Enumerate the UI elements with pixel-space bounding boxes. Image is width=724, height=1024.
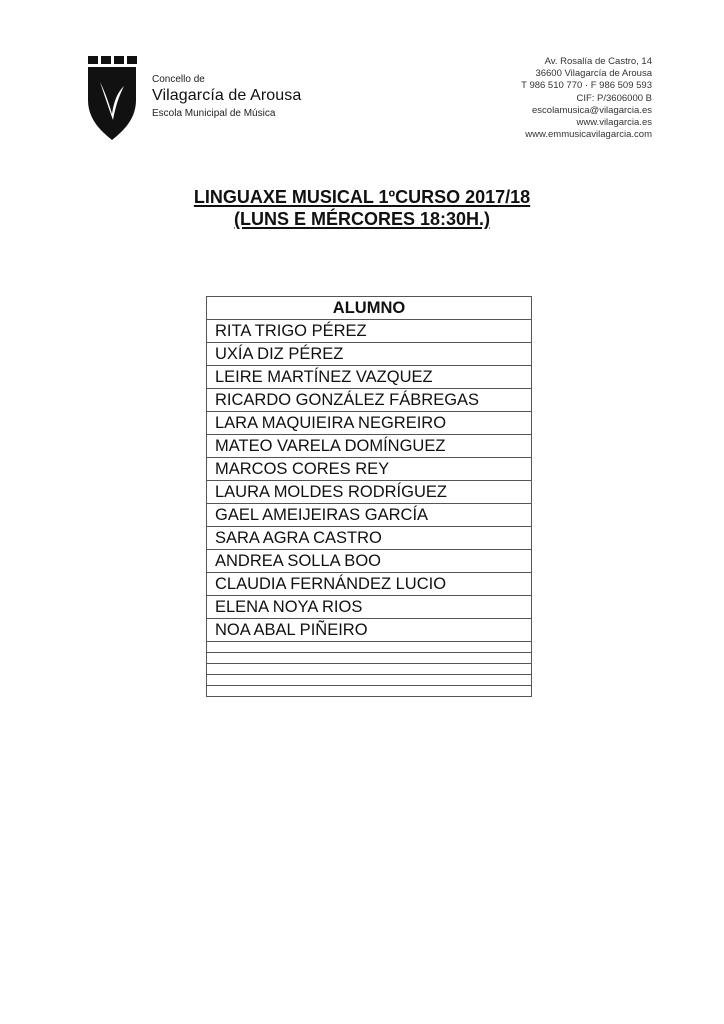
organization-name-block bbox=[152, 74, 301, 121]
empty-table-row bbox=[207, 675, 532, 686]
contact-email: escolamusica@vilagarcia.es bbox=[532, 104, 652, 116]
contact-website-2: www.emmusicavilagarcia.com bbox=[525, 129, 652, 141]
table-row bbox=[207, 343, 532, 366]
contact-phone: T 986 510 770 · F 986 509 593 bbox=[521, 80, 652, 92]
empty-cell bbox=[207, 653, 532, 664]
student-name: SARA AGRA CASTRO bbox=[207, 527, 532, 550]
table-row bbox=[207, 389, 532, 412]
title-line-1: LINGUAXE MUSICAL 1ºCURSO 2017/18 bbox=[193, 187, 531, 207]
table-row bbox=[207, 504, 532, 527]
org-line-3: Escola Municipal de Música bbox=[152, 108, 276, 119]
table-row bbox=[207, 619, 532, 642]
contact-website: www.vilagarcia.es bbox=[576, 117, 652, 129]
org-line-2: Vilagarcía de Arousa bbox=[152, 87, 302, 104]
student-name: MARCOS CORES REY bbox=[207, 458, 532, 481]
org-line-1: Concello de bbox=[152, 74, 205, 85]
empty-table-row bbox=[207, 642, 532, 653]
student-name: MATEO VARELA DOMÍNGUEZ bbox=[207, 435, 532, 458]
table-row bbox=[207, 320, 532, 343]
student-name: RITA TRIGO PÉREZ bbox=[207, 320, 532, 343]
student-name: LARA MAQUIEIRA NEGREIRO bbox=[207, 412, 532, 435]
empty-table-row bbox=[207, 686, 532, 697]
student-name: NOA ABAL PIÑEIRO bbox=[207, 619, 532, 642]
student-name: ANDREA SOLLA BOO bbox=[207, 550, 532, 573]
student-name: ELENA NOYA RIOS bbox=[207, 596, 532, 619]
empty-cell bbox=[207, 642, 532, 653]
crenellated-shield-icon bbox=[86, 56, 138, 142]
title-line-2: (LUNS E MÉRCORES 18:30H.) bbox=[233, 209, 491, 229]
student-name: UXÍA DIZ PÉREZ bbox=[207, 343, 532, 366]
student-table bbox=[206, 296, 532, 697]
empty-table-row bbox=[207, 653, 532, 664]
table-row bbox=[207, 366, 532, 389]
student-name: LAURA MOLDES RODRÍGUEZ bbox=[207, 481, 532, 504]
student-name: CLAUDIA FERNÁNDEZ LUCIO bbox=[207, 573, 532, 596]
empty-table-row bbox=[207, 664, 532, 675]
empty-cell bbox=[207, 675, 532, 686]
table-row bbox=[207, 550, 532, 573]
contact-city: 36600 Vilagarcía de Arousa bbox=[535, 68, 652, 80]
contact-cif: CIF: P/3606000 B bbox=[576, 92, 652, 104]
table-row bbox=[207, 596, 532, 619]
table-row bbox=[207, 458, 532, 481]
student-name: GAEL AMEIJEIRAS GARCÍA bbox=[207, 504, 532, 527]
table-row bbox=[207, 481, 532, 504]
student-name: RICARDO GONZÁLEZ FÁBREGAS bbox=[207, 389, 532, 412]
empty-cell bbox=[207, 664, 532, 675]
column-header-alumno: ALUMNO bbox=[207, 297, 532, 320]
page-title bbox=[0, 186, 724, 230]
empty-cell bbox=[207, 686, 532, 697]
table-row bbox=[207, 527, 532, 550]
contact-address: Av. Rosalía de Castro, 14 bbox=[544, 56, 652, 67]
contact-block bbox=[521, 56, 652, 141]
table-row bbox=[207, 573, 532, 596]
student-name: LEIRE MARTÍNEZ VAZQUEZ bbox=[207, 366, 532, 389]
table-header-row bbox=[207, 297, 532, 320]
table-row bbox=[207, 435, 532, 458]
table-row bbox=[207, 412, 532, 435]
